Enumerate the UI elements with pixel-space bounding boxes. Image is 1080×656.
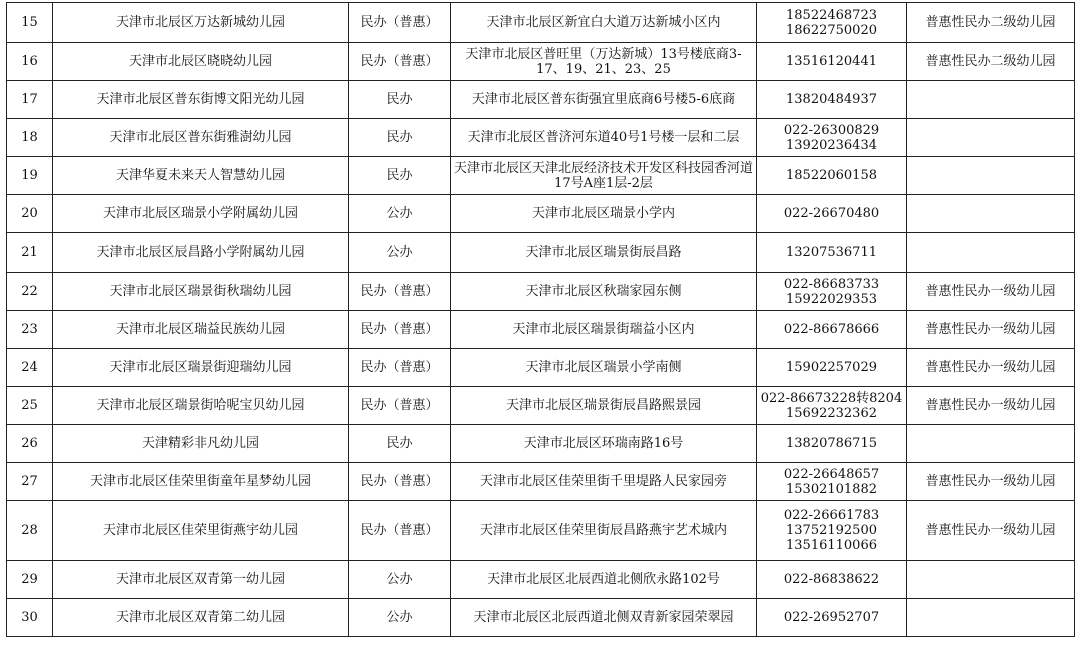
phone-number: 13820786715 xyxy=(786,436,877,451)
address-cell: 天津市北辰区瑞景街瑞益小区内 xyxy=(451,311,757,349)
note-cell xyxy=(907,425,1075,463)
phone-number: 18622750020 xyxy=(786,22,877,38)
phone-number: 13516110066 xyxy=(786,538,877,553)
table-row xyxy=(7,81,1075,119)
phone-number: 022-26670480 xyxy=(783,206,880,221)
note-cell: 普惠性民办一级幼儿园 xyxy=(907,311,1075,349)
phone-number: 15902257029 xyxy=(786,360,877,375)
note-cell: 普惠性民办一级幼儿园 xyxy=(907,501,1075,561)
school-type-cell: 民办 xyxy=(349,119,451,157)
note-cell xyxy=(907,157,1075,195)
address-cell: 天津市北辰区天津北辰经济技术开发区科技园香河道17号A座1层-2层 xyxy=(451,157,757,195)
address-cell: 天津市北辰区北辰西道北侧欣永路102号 xyxy=(451,561,757,599)
phone-number: 15922029353 xyxy=(786,291,877,307)
row-number-cell: 16 xyxy=(7,43,53,81)
table-row xyxy=(7,119,1075,157)
school-type-cell: 民办（普惠） xyxy=(349,463,451,501)
school-type-cell: 民办（普惠） xyxy=(349,43,451,81)
phone-cell xyxy=(757,43,907,81)
row-number-cell: 21 xyxy=(7,233,53,273)
kindergarten-name-cell: 天津市北辰区瑞景街哈呢宝贝幼儿园 xyxy=(53,387,349,425)
row-number-cell: 24 xyxy=(7,349,53,387)
kindergarten-name-cell: 天津市北辰区万达新城幼儿园 xyxy=(53,3,349,43)
kindergarten-name-cell: 天津市北辰区佳荣里街燕宇幼儿园 xyxy=(53,501,349,561)
phone-number: 15302101882 xyxy=(786,481,877,497)
phone-number: 022-86678666 xyxy=(783,322,880,337)
kindergarten-name-cell: 天津市北辰区辰昌路小学附属幼儿园 xyxy=(53,233,349,273)
address-cell: 天津市北辰区秋瑞家园东侧 xyxy=(451,273,757,311)
kindergarten-name-cell: 天津市北辰区佳荣里街童年星梦幼儿园 xyxy=(53,463,349,501)
address-cell: 天津市北辰区瑞景街辰昌路 xyxy=(451,233,757,273)
table-row xyxy=(7,3,1075,43)
note-cell xyxy=(907,81,1075,119)
row-number-cell: 17 xyxy=(7,81,53,119)
table-row xyxy=(7,387,1075,425)
school-type-cell: 民办（普惠） xyxy=(349,273,451,311)
table-row xyxy=(7,425,1075,463)
address-cell: 天津市北辰区瑞景小学南侧 xyxy=(451,349,757,387)
note-cell xyxy=(907,233,1075,273)
phone-cell xyxy=(757,463,907,501)
row-number-cell: 29 xyxy=(7,561,53,599)
phone-cell xyxy=(757,425,907,463)
phone-cell xyxy=(757,3,907,43)
note-cell: 普惠性民办一级幼儿园 xyxy=(907,349,1075,387)
note-cell xyxy=(907,119,1075,157)
note-cell xyxy=(907,599,1075,637)
address-cell: 天津市北辰区环瑞南路16号 xyxy=(451,425,757,463)
row-number-cell: 19 xyxy=(7,157,53,195)
row-number-cell: 27 xyxy=(7,463,53,501)
row-number-cell: 30 xyxy=(7,599,53,637)
phone-cell xyxy=(757,195,907,233)
table-row xyxy=(7,463,1075,501)
phone-number: 15692232362 xyxy=(786,405,877,421)
school-type-cell: 民办 xyxy=(349,81,451,119)
row-number-cell: 22 xyxy=(7,273,53,311)
table-row xyxy=(7,157,1075,195)
phone-cell xyxy=(757,349,907,387)
phone-number: 022-26300829 xyxy=(783,122,880,138)
kindergarten-name-cell: 天津市北辰区普东街博文阳光幼儿园 xyxy=(53,81,349,119)
kindergarten-name-cell: 天津精彩非凡幼儿园 xyxy=(53,425,349,463)
row-number-cell: 26 xyxy=(7,425,53,463)
school-type-cell: 公办 xyxy=(349,195,451,233)
note-cell xyxy=(907,561,1075,599)
phone-number: 13207536711 xyxy=(786,245,877,260)
address-cell: 天津市北辰区瑞景小学内 xyxy=(451,195,757,233)
kindergarten-name-cell: 天津市北辰区瑞景小学附属幼儿园 xyxy=(53,195,349,233)
phone-number: 13752192500 xyxy=(786,523,877,538)
kindergarten-name-cell: 天津市北辰区瑞景街秋瑞幼儿园 xyxy=(53,273,349,311)
phone-number: 13516120441 xyxy=(786,54,877,69)
row-number-cell: 28 xyxy=(7,501,53,561)
kindergarten-name-cell: 天津华夏未来天人智慧幼儿园 xyxy=(53,157,349,195)
school-type-cell: 民办（普惠） xyxy=(349,311,451,349)
table-row xyxy=(7,501,1075,561)
phone-cell xyxy=(757,81,907,119)
address-cell: 天津市北辰区瑞景街辰昌路熙景园 xyxy=(451,387,757,425)
kindergarten-table xyxy=(6,2,1075,637)
table-row xyxy=(7,561,1075,599)
table-row xyxy=(7,195,1075,233)
note-cell: 普惠性民办二级幼儿园 xyxy=(907,43,1075,81)
address-cell: 天津市北辰区新宜白大道万达新城小区内 xyxy=(451,3,757,43)
phone-number: 022-26952707 xyxy=(783,610,880,625)
address-cell: 天津市北辰区普东街强宜里底商6号楼5-6底商 xyxy=(451,81,757,119)
phone-number: 022-26648657 xyxy=(783,466,880,482)
table-row xyxy=(7,599,1075,637)
school-type-cell: 民办 xyxy=(349,425,451,463)
phone-number: 13920236434 xyxy=(786,137,877,153)
row-number-cell: 18 xyxy=(7,119,53,157)
phone-cell xyxy=(757,311,907,349)
address-cell: 天津市北辰区普旺里（万达新城）13号楼底商3-17、19、21、23、25 xyxy=(451,43,757,81)
phone-cell xyxy=(757,599,907,637)
phone-cell xyxy=(757,387,907,425)
phone-cell xyxy=(757,561,907,599)
phone-cell xyxy=(757,233,907,273)
phone-cell xyxy=(757,119,907,157)
phone-number: 13820484937 xyxy=(786,92,877,107)
kindergarten-name-cell: 天津市北辰区晓晓幼儿园 xyxy=(53,43,349,81)
row-number-cell: 25 xyxy=(7,387,53,425)
school-type-cell: 民办 xyxy=(349,157,451,195)
kindergarten-name-cell: 天津市北辰区普东街雅澍幼儿园 xyxy=(53,119,349,157)
table-row xyxy=(7,233,1075,273)
kindergarten-name-cell: 天津市北辰区瑞景街迎瑞幼儿园 xyxy=(53,349,349,387)
phone-number: 18522060158 xyxy=(786,168,877,183)
school-type-cell: 民办（普惠） xyxy=(349,387,451,425)
kindergarten-name-cell: 天津市北辰区双青第一幼儿园 xyxy=(53,561,349,599)
phone-number: 022-86838622 xyxy=(783,572,880,587)
school-type-cell: 民办（普惠） xyxy=(349,501,451,561)
address-cell: 天津市北辰区佳荣里街辰昌路燕宇艺术城内 xyxy=(451,501,757,561)
phone-number: 022-86683733 xyxy=(783,276,880,292)
table-row xyxy=(7,273,1075,311)
kindergarten-name-cell: 天津市北辰区瑞益民族幼儿园 xyxy=(53,311,349,349)
table-body xyxy=(7,3,1075,637)
phone-cell xyxy=(757,273,907,311)
phone-number: 18522468723 xyxy=(786,7,877,23)
note-cell: 普惠性民办一级幼儿园 xyxy=(907,463,1075,501)
school-type-cell: 公办 xyxy=(349,599,451,637)
note-cell xyxy=(907,195,1075,233)
address-cell: 天津市北辰区普济河东道40号1号楼一层和二层 xyxy=(451,119,757,157)
phone-cell xyxy=(757,501,907,561)
school-type-cell: 公办 xyxy=(349,233,451,273)
phone-number: 022-86673228转8204 xyxy=(760,390,903,406)
address-cell: 天津市北辰区佳荣里街千里堤路人民家园旁 xyxy=(451,463,757,501)
school-type-cell: 公办 xyxy=(349,561,451,599)
school-type-cell: 民办（普惠） xyxy=(349,3,451,43)
note-cell: 普惠性民办二级幼儿园 xyxy=(907,3,1075,43)
phone-number: 022-26661783 xyxy=(783,508,880,523)
note-cell: 普惠性民办一级幼儿园 xyxy=(907,273,1075,311)
row-number-cell: 23 xyxy=(7,311,53,349)
table-row xyxy=(7,311,1075,349)
note-cell: 普惠性民办一级幼儿园 xyxy=(907,387,1075,425)
kindergarten-name-cell: 天津市北辰区双青第二幼儿园 xyxy=(53,599,349,637)
row-number-cell: 20 xyxy=(7,195,53,233)
row-number-cell: 15 xyxy=(7,3,53,43)
phone-cell xyxy=(757,157,907,195)
address-cell: 天津市北辰区北辰西道北侧双青新家园荣翠园 xyxy=(451,599,757,637)
table-row xyxy=(7,43,1075,81)
school-type-cell: 民办（普惠） xyxy=(349,349,451,387)
table-row xyxy=(7,349,1075,387)
